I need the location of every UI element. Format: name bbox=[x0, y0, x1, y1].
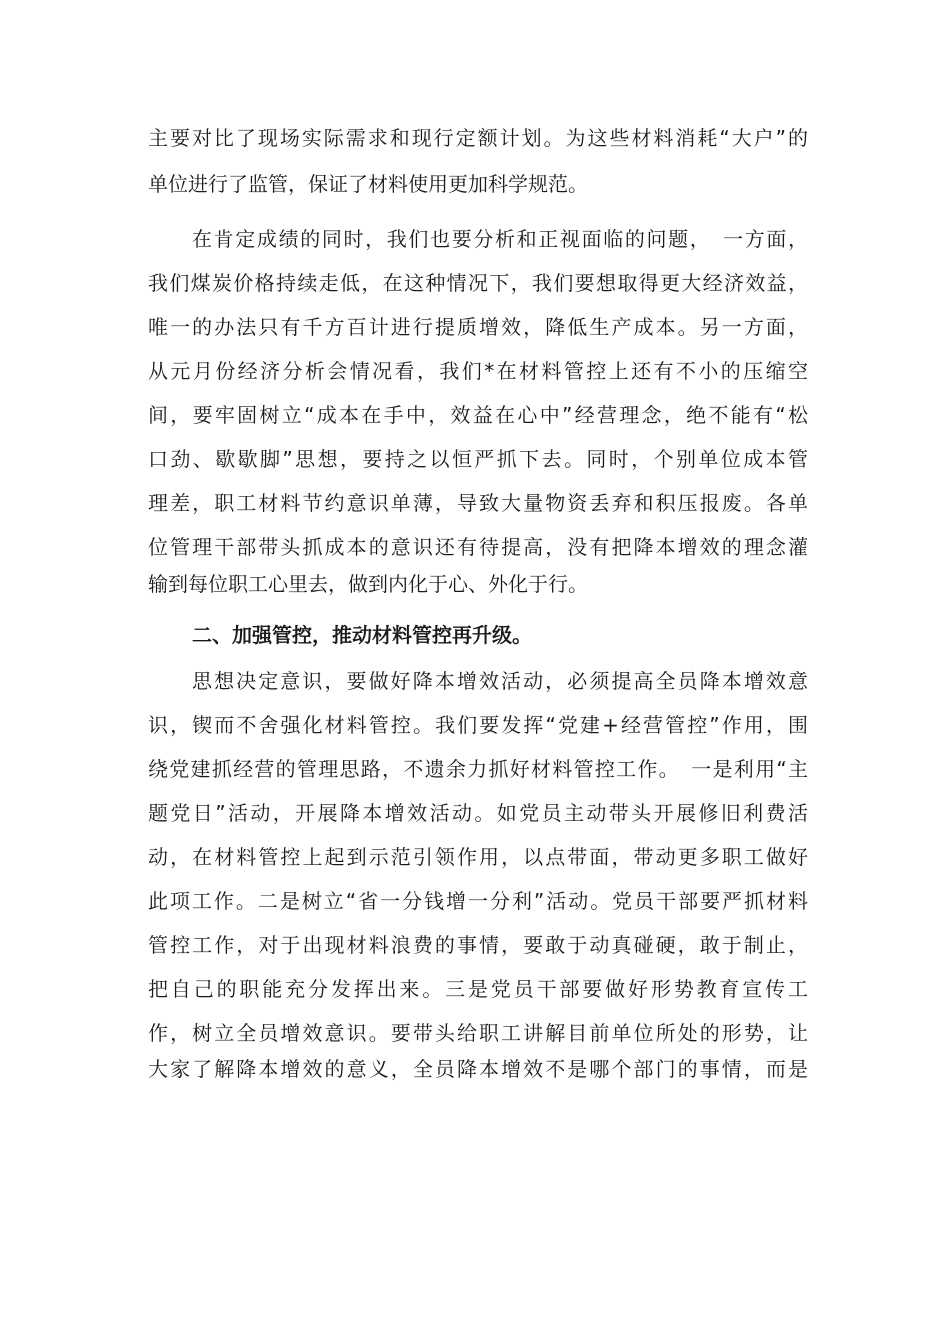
paragraph-3-line-3: 绕党建抓经营的管理思路，不遗余力抓好材料管控工作。 一是利用“主 bbox=[148, 757, 808, 781]
paragraph-3-line-4: 题党日”活动，开展降本增效活动。如党员主动带头开展修旧利费活 bbox=[148, 801, 808, 825]
paragraph-2-line-2: 我们煤炭价格持续走低，在这种情况下，我们要想取得更大经济效益， bbox=[148, 271, 808, 295]
paragraph-2-line-4: 从元月份经济分析会情况看，我们*在材料管控上还有不小的压缩空 bbox=[148, 359, 808, 383]
paragraph-2-line-1: 在肯定成绩的同时，我们也要分析和正视面临的问题， 一方面， bbox=[192, 227, 808, 251]
paragraph-2-line-5: 间，要牢固树立“成本在手中，效益在心中”经营理念，绝不能有“松 bbox=[148, 403, 808, 427]
paragraph-2-line-6: 口劲、歇歇脚”思想，要持之以恒严抓下去。同时，个别单位成本管 bbox=[148, 447, 808, 471]
paragraph-3-line-5: 动，在材料管控上起到示范引领作用，以点带面，带动更多职工做好 bbox=[148, 845, 808, 869]
paragraph-3-line-8: 把自己的职能充分发挥出来。三是党员干部要做好形势教育宣传工 bbox=[148, 977, 808, 1001]
section-heading: 二、加强管控，推动材料管控再升级。 bbox=[192, 623, 532, 647]
paragraph-2-line-3: 唯一的办法只有千方百计进行提质增效，降低生产成本。另一方面， bbox=[148, 315, 808, 339]
paragraph-3-line-9: 作，树立全员增效意识。要带头给职工讲解目前单位所处的形势，让 bbox=[148, 1021, 808, 1045]
paragraph-3-line-10: 大家了解降本增效的意义，全员降本增效不是哪个部门的事情，而是 bbox=[148, 1057, 808, 1081]
paragraph-3-line-1: 思想决定意识，要做好降本增效活动，必须提高全员降本增效意 bbox=[192, 669, 808, 693]
paragraph-3-line-2: 识，锲而不舍强化材料管控。我们要发挥“党建+经营管控”作用，围 bbox=[148, 713, 808, 737]
paragraph-3-line-6: 此项工作。二是树立“省一分钱增一分利”活动。党员干部要严抓材料 bbox=[148, 889, 808, 913]
paragraph-1-line-1: 主要对比了现场实际需求和现行定额计划。为这些材料消耗“大户”的 bbox=[148, 126, 808, 150]
paragraph-2-line-8: 位管理干部带头抓成本的意识还有待提高，没有把降本增效的理念灌 bbox=[148, 535, 808, 559]
paragraph-2-line-9: 输到每位职工心里去，做到内化于心、外化于行。 bbox=[148, 572, 588, 596]
paragraph-2-line-7: 理差，职工材料节约意识单薄，导致大量物资丢弃和积压报废。各单 bbox=[148, 491, 808, 515]
paragraph-1-line-2: 单位进行了监管，保证了材料使用更加科学规范。 bbox=[148, 172, 588, 196]
paragraph-3-line-7: 管控工作，对于出现材料浪费的事情，要敢于动真碰硬，敢于制止， bbox=[148, 933, 808, 957]
